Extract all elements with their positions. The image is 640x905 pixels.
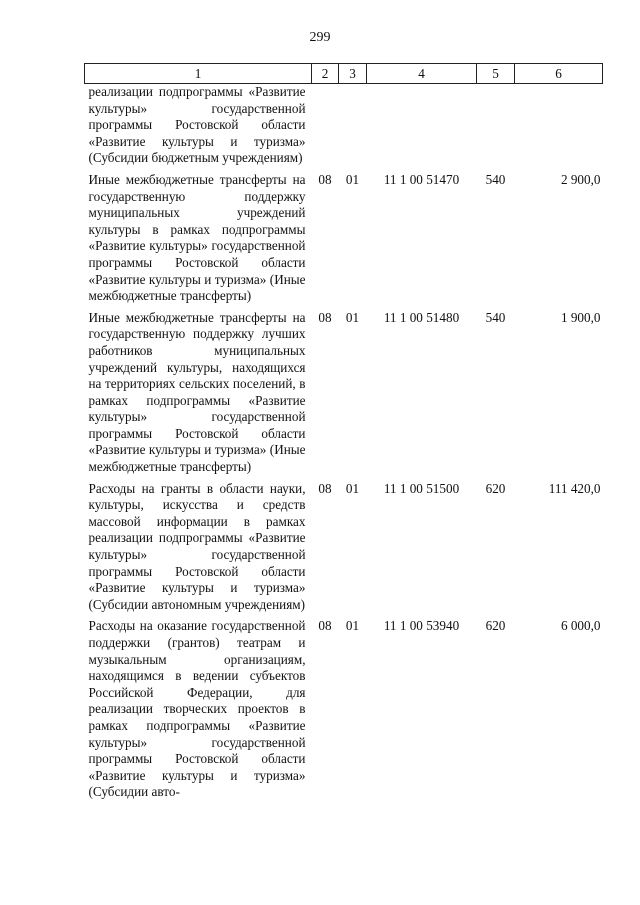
row-target [367,84,477,167]
row-subsection: 01 [345,309,360,325]
row-subsection [339,84,367,167]
header-col-1: 1 [85,64,312,84]
row-type: 620 [485,618,506,634]
row-section: 08 [318,480,332,496]
row-amount [515,84,603,167]
row-description: Расходы на оказание государственной поддержки (грантов) театрам и музыкальным организациям, находящимся в ведении субъектов Российской Федерации, для реализации творческих проектов в рамках подпрограммы «Развитие культуры» государственной программы Ростовской области «Развитие культуры и туризма» (Субсидии авто- [88,618,306,800]
row-target: 11 1 00 51470 [383,171,460,187]
table-row [85,84,603,167]
row-amount: 111 420,0 [548,480,601,496]
row-type: 540 [485,309,506,325]
row-section: 08 [318,309,332,325]
row-type: 620 [485,480,506,496]
row-amount: 6 000,0 [560,618,601,634]
row-target: 11 1 00 51480 [383,309,460,325]
row-target: 11 1 00 51500 [383,480,460,496]
header-col-2: 2 [312,64,339,84]
header-row [85,64,603,84]
page-number: 299 [309,30,331,45]
header-col-5: 5 [477,64,515,84]
row-subsection: 01 [345,480,360,496]
row-description: реализации подпрограммы «Развитие культуры» государственной программы Ростовской области «Развитие культуры и туризма» (Субсидии бюджетным учреждениям) [88,84,306,166]
row-description: Расходы на гранты в области науки, культуры, искусства и средств массовой информации в рамках реализации подпрограммы «Развитие культуры» государственной программы Ростовской области «Развитие культуры и туризма» (Субсидии автономным учреждениям) [88,480,306,612]
header-col-4: 4 [367,64,477,84]
row-type [477,84,515,167]
header-col-3: 3 [339,64,367,84]
row-section [312,84,339,167]
row-description: Иные межбюджетные трансферты на государственную поддержку лучших работников муниципальных учреждений культуры, находящихся на территориях сельских поселений, в рамках подпрограммы «Развитие культуры» государственной программы Ростовской области «Развитие культуры и туризма» (Иные межбюджетные трансферты) [88,309,306,475]
row-target: 11 1 00 53940 [383,618,460,634]
header-col-6: 6 [515,64,603,84]
row-description: Иные межбюджетные трансферты на государственную поддержку муниципальных учреждений культуры в рамках подпрограммы «Развитие культуры» государственной программы Ростовской области «Развитие культуры и туризма» (Иные межбюджетные трансферты) [88,171,306,304]
row-amount: 1 900,0 [560,309,601,325]
row-amount: 2 900,0 [560,171,601,187]
row-subsection: 01 [345,171,360,187]
table-row [85,167,603,305]
row-type: 540 [485,171,506,187]
table-body [85,84,603,801]
table-row [85,613,603,801]
row-section: 08 [318,618,332,634]
row-subsection: 01 [345,618,360,634]
table-row [85,305,603,476]
row-section: 08 [318,171,332,187]
budget-table [84,63,603,801]
table-header [85,64,603,84]
table-row [85,476,603,614]
